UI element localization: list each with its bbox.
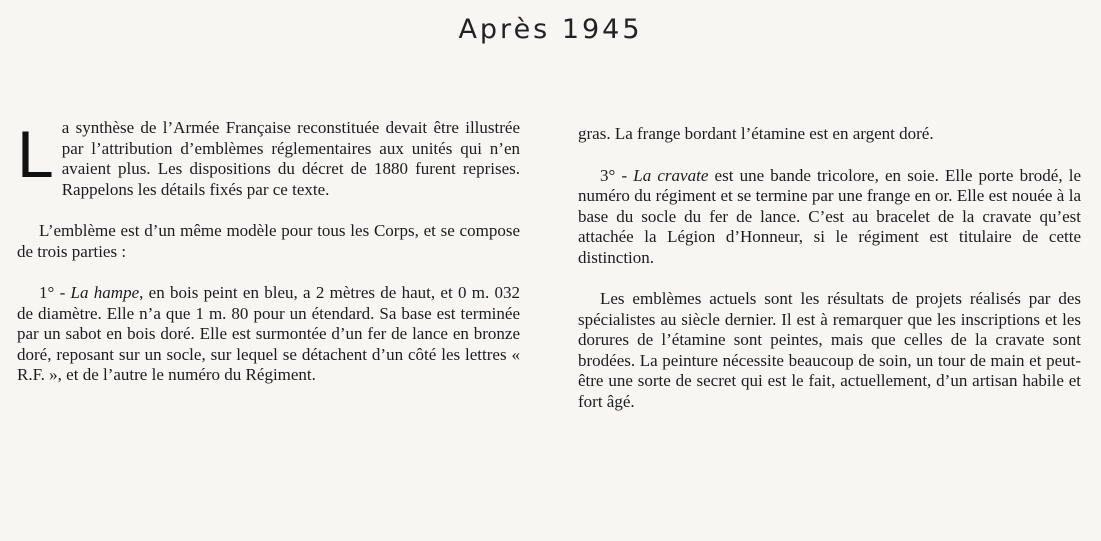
emblemes-paragraph: Les emblèmes actuels sont les résultats de projets réalisés par des spécialistes au siècle dernier. Il est à remarquer que les inscriptions et les dorures de l’étamine sont peintes, mais que celles de la cravate sont brodées. La peinture nécessite beaucoup de soin, un tour de main et peut-être une sorte de secret qui est le fait, actuellement, d’un artisan habile et fort âgé. xyxy=(578,289,1081,411)
hampe-number: 1° - xyxy=(39,283,71,302)
cravate-number: 3° - xyxy=(600,165,634,185)
cravate-paragraph xyxy=(578,166,1081,269)
page-title: Après 1945 xyxy=(458,14,643,45)
cravate-text: est une bande tricolore, en soie. Elle porte brodé, le numéro du régiment et se termine par une frange en or. Elle est nouée à la base du socle du fer de lance. C’est au bracelet de la cravate qu’est attachée la Légion d’Honneur, si le régiment est titulaire de cette distinction. xyxy=(578,165,1081,267)
cravate-term: La cravate xyxy=(633,165,709,185)
intro-paragraph-text: a synthèse de l’Armée Française reconstituée devait être illustrée par l’attribution d’emblèmes réglementaires aux unités qui n’en avaient plus. Les dispositions du décret de 1880 furent reprises. Rappelons les détails fixés par ce texte. xyxy=(61,118,520,199)
hampe-paragraph xyxy=(17,283,520,386)
hampe-term: La hampe xyxy=(70,283,140,302)
emblem-paragraph: L’emblème est d’un même modèle pour tous les Corps, et se compose de trois parties : xyxy=(17,221,520,261)
drop-cap: L xyxy=(17,117,54,191)
hampe-text: , en bois peint en bleu, a 2 mètres de haut, et 0 m. 032 de diamètre. Elle n’a que 1 m. 80 pour un étendard. Sa base est terminée par un sabot en bois doré. Elle est surmontée d’un fer de lance en bronze doré, reposant sur un socle, sur lequel se détachent d’un côté les lettres « R.F. », et de l’autre le numéro du Régiment. xyxy=(17,283,521,384)
frange-paragraph: gras. La frange bordant l’étamine est en argent doré. xyxy=(578,124,934,143)
intro-paragraph xyxy=(17,118,520,200)
right-column xyxy=(578,124,1081,433)
left-column xyxy=(17,118,520,407)
